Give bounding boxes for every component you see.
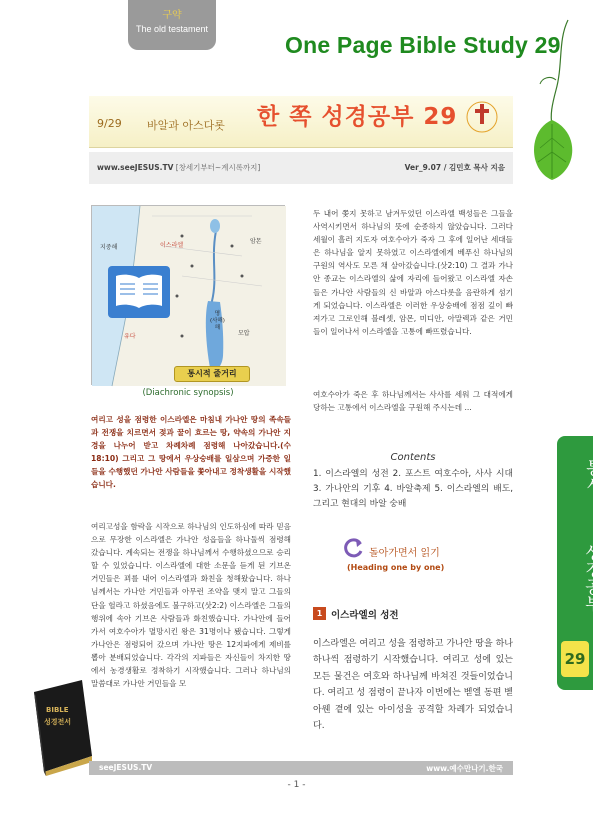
page-number: - 1 - [287, 780, 306, 790]
open-book-icon [108, 266, 170, 318]
svg-text:성경전서: 성경전서 [44, 718, 72, 726]
korean-title: 한 쪽 성경공부 29 [257, 104, 458, 130]
page-title: One Page Bible Study 29 [285, 32, 561, 58]
map-label-israel: 이스라엘 [160, 242, 184, 249]
testament-tab-en: The old testament [135, 24, 209, 34]
subheader [89, 152, 513, 184]
body-paragraph-right-2: 여호수아가 죽은 후 하나님께서는 사사를 세워 그 대적에게 당하는 고통에서 이스라엘을 구원해 주시는데 ... [313, 390, 513, 413]
cross-logo-icon [465, 100, 499, 134]
map-label-moab: 모압 [238, 330, 250, 337]
footer-site: seeJESUS.TV [99, 763, 153, 772]
map-label-dead-sea: 명 (사해) 해 [210, 311, 225, 331]
read-in-turn-link[interactable] [343, 535, 473, 577]
testament-tab [128, 0, 216, 50]
date: 9/29 [97, 117, 122, 130]
side-tab-line1: 통시 [582, 459, 602, 493]
map-label-judah: 유다 [124, 333, 136, 340]
side-tab [557, 436, 602, 690]
read-in-turn-label: 돌아가면서 읽기 [369, 548, 440, 559]
side-tab-number: 29 [561, 641, 589, 677]
read-in-turn-english: (Heading one by one) [347, 563, 445, 572]
testament-tab-ko: 구약 [162, 10, 182, 21]
body-paragraph-left: 여리고성을 함락을 시작으로 하나님의 인도하심에 따라 믿음으로 무장한 이스라엘은 가나안 성읍들을 하나둘씩 점령해 갔습니다. 계속되는 전쟁을 하나님께서 수행하셨으므로 승리할 수 있었습니다. 이스라엘에 대한 소문을 듣게 된 기브온 거민들은 꾀를 내어 이스라엘과 화친을 청해왔습니다. 하나님께서는 가나안 거민들과 아무런 조약을 맺지 말고 그들의 단을 헐라고 하셨음에도 불구하고(삿2:2) 이스라엘은 그들의 행위에 속아 기브온 사람들과 화친했습니다. 가나안에 들어가서 여호수아가 멸망시킨 왕은 31명이나 됐습니다. 그렇게 가나안은 점령되어 갔으며 가나안 땅은 12지파에게 제비를 뽑아 분배되었습니다. 각각의 지파들은 자신들이 차지한 땅에서 농경생활로 정착하기 시작했습니다. 그러나 하나님의 말씀대로 가나안 거민들을 모 [91, 522, 291, 689]
version-author: Ver_9.07 / 김민호 목사 지음 [404, 163, 505, 172]
contents-list: 1. 이스라엘의 성전 2. 포스트 여호수아, 사사 시대 3. 가나안의 기후 4. 바알축제 5. 이스라엘의 배도, 그리고 현대의 바알 숭배 [313, 469, 513, 509]
map-label-ammon: 암몬 [250, 238, 262, 245]
synopsis-badge: 통시적 줄거리 [174, 366, 250, 382]
intro-paragraph: 여리고 성을 점령한 이스라엘은 마침내 가나안 땅의 족속들과 전쟁을 치르면서 젖과 꿀이 흐르는 땅, 약속의 가나안 지경을 나누어 받고 차례차례 점령해 나아갔습니다.(수18:10) 그리고 그 땅에서 우상숭배를 일삼으며 가증한 일들을 수행했던 가나안 사람들을 쫓아내고 정착생활을 시작했습니다. [91, 415, 291, 490]
contents-title: Contents [390, 452, 436, 463]
side-tab-line2: 성경공부 [581, 544, 601, 612]
topic-title: 바알과 아스다롯 [147, 119, 225, 132]
rotate-arrow-icon [343, 537, 365, 559]
section-number: 1 [313, 607, 326, 620]
footer-url: www.예수만나기.한국 [426, 764, 503, 773]
header-band [89, 96, 513, 148]
subheader-site: www.seeJESUS.TV [창세기부터~계시록까지] [97, 163, 261, 172]
section-body: 이스라엘은 여리고 성을 점령하고 가나안 땅을 하나하나씩 점령하기 시작했습니다. 여리고 성에 있는 모든 물건은 여호와 하나님께 바쳐진 것들이었습니다. 여리고 성 점령이 끝나자 이번에는 벧엘 동편 벧아웬 곁에 있는 아이성을 공격할 차례가 되었습니다. [313, 639, 513, 732]
footer-bar [89, 761, 513, 775]
canaan-map [91, 205, 285, 385]
body-paragraph-right: 두 내어 쫓지 못하고 남겨두었던 이스라엘 백성들은 그들을 사역시키면서 하나님의 뜻에 순종하지 않았습니다. 그러다 세월이 흘러 지도자 여호수아가 죽자 그 후에 일어난 세대들은 하나님을 알지 못하였고 이스라엘에게 베푸신 하나님의 구원의 역사도 모른 채 살아갔습니다.(삿2:10) 그 결과 가나안 종교는 이스라엘의 삶에 자리에 들어왔고 이스라엘 자손들은 가나안 사람들의 신 바알과 아스다롯을 음란하게 섬기게 되었습니다. 이스라엘은 이러한 우상숭배에 점점 깊이 빠져가고 그로인해 블레셋, 암몬, 미디안, 아말렉과 같은 거민들이 일어나서 이스라엘을 고통에 빠뜨렸습니다. [313, 209, 513, 336]
bible-book-icon [20, 676, 94, 776]
map-caption: (Diachronic synopsis) [142, 388, 234, 398]
map-label-sea: 지중해 [100, 244, 118, 251]
svg-text:BIBLE: BIBLE [46, 706, 69, 714]
section-title: 이스라엘의 성전 [331, 610, 399, 621]
leaf-icon [528, 20, 593, 180]
